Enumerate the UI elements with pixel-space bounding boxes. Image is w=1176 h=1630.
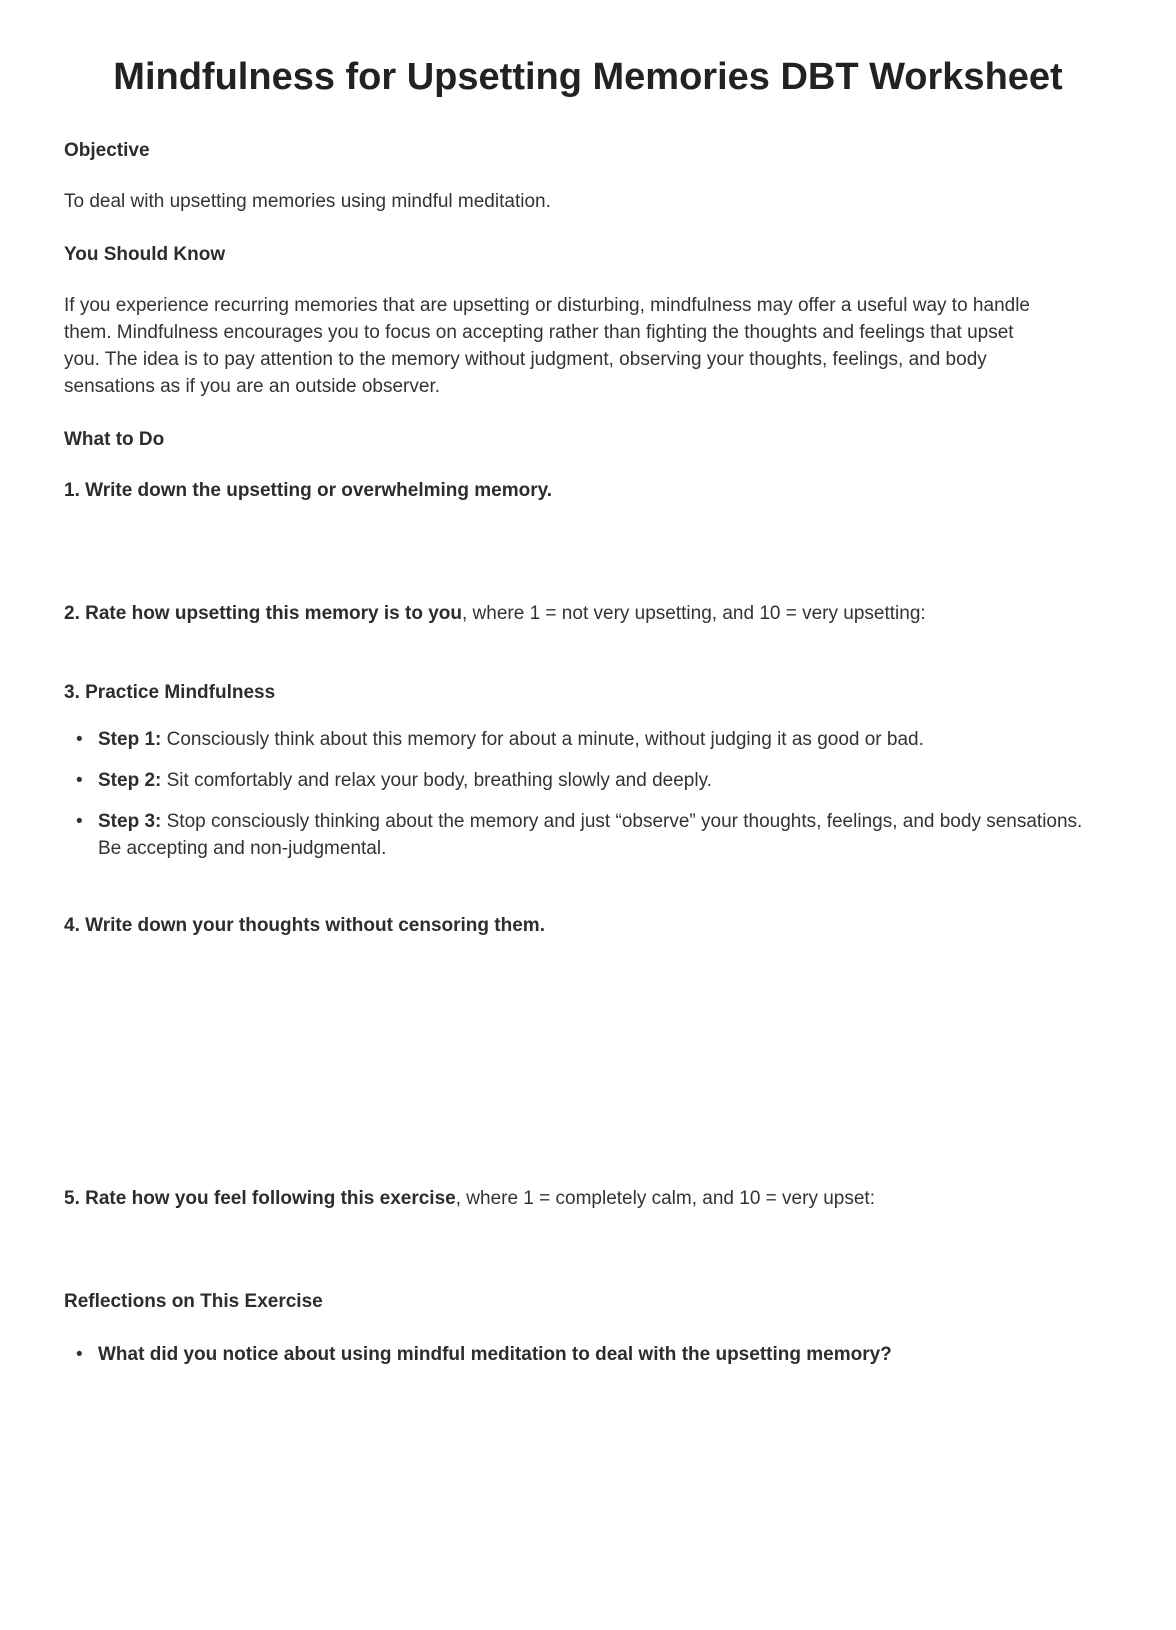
objective-text: To deal with upsetting memories using mindful meditation. bbox=[64, 191, 551, 212]
numbered-item-5-bold: 5. Rate how you feel following this exercise bbox=[64, 1188, 456, 1209]
section-heading-what-to-do: What to Do bbox=[64, 429, 165, 450]
you-should-know-text: If you experience recurring memories that are upsetting or disturbing, mindfulness may offer a useful way to handle them. Mindfulness encourages you to focus on accepting rather than fighting the thoughts and feelings that upset you. The idea is to pay attention to the memory without judgment, observing your thoughts, feelings, and body sensations as if you are an outside observer. bbox=[64, 295, 1030, 397]
reflection-question-text: What did you notice about using mindful meditation to deal with the upsetting memory? bbox=[98, 1344, 892, 1365]
numbered-item-2-bold: 2. Rate how upsetting this memory is to you bbox=[64, 603, 462, 624]
reflection-question-item bbox=[76, 1341, 1112, 1368]
page-title: Mindfulness for Upsetting Memories DBT Worksheet bbox=[113, 56, 1063, 98]
step-item-1 bbox=[76, 726, 1112, 753]
section-heading-reflections: Reflections on This Exercise bbox=[64, 1291, 323, 1312]
step-item-1-body: Consciously think about this memory for about a minute, without judging it as good or bad. bbox=[161, 729, 924, 750]
step-item-3-body: Stop consciously thinking about the memory and just “observe” your thoughts, feelings, and body sensations. Be accepting and non-judgmental. bbox=[98, 811, 1083, 859]
numbered-item-4-bold: 4. Write down your thoughts without censoring them. bbox=[64, 915, 545, 936]
step-item-3-label: Step 3: bbox=[98, 811, 162, 832]
numbered-item-1-bold: 1. Write down the upsetting or overwhelming memory. bbox=[64, 480, 553, 501]
bullet-icon: • bbox=[76, 1344, 83, 1365]
steps-list bbox=[64, 726, 1112, 862]
step-item-2-text bbox=[98, 767, 1098, 794]
section-heading-objective: Objective bbox=[64, 140, 150, 161]
numbered-item-5-rest: , where 1 = completely calm, and 10 = very upset: bbox=[455, 1188, 875, 1209]
bullet-icon: • bbox=[76, 729, 83, 750]
numbered-item-1 bbox=[64, 477, 1112, 504]
numbered-item-2 bbox=[64, 600, 1112, 627]
step-item-3-text bbox=[98, 808, 1098, 862]
step-item-2 bbox=[76, 767, 1112, 794]
section-heading-you-should-know: You Should Know bbox=[64, 244, 226, 265]
numbered-item-3-bold: 3. Practice Mindfulness bbox=[64, 682, 276, 703]
bullet-icon: • bbox=[76, 770, 83, 791]
numbered-item-5 bbox=[64, 1185, 1112, 1212]
numbered-item-3 bbox=[64, 679, 1112, 706]
step-item-2-body: Sit comfortably and relax your body, breathing slowly and deeply. bbox=[161, 770, 712, 791]
bullet-icon: • bbox=[76, 811, 83, 832]
step-item-1-text bbox=[98, 726, 1098, 753]
numbered-item-4 bbox=[64, 912, 1112, 939]
numbered-item-2-rest: , where 1 = not very upsetting, and 10 = very upsetting: bbox=[462, 603, 926, 624]
step-item-3 bbox=[76, 808, 1112, 862]
step-item-1-label: Step 1: bbox=[98, 729, 162, 750]
step-item-2-label: Step 2: bbox=[98, 770, 162, 791]
